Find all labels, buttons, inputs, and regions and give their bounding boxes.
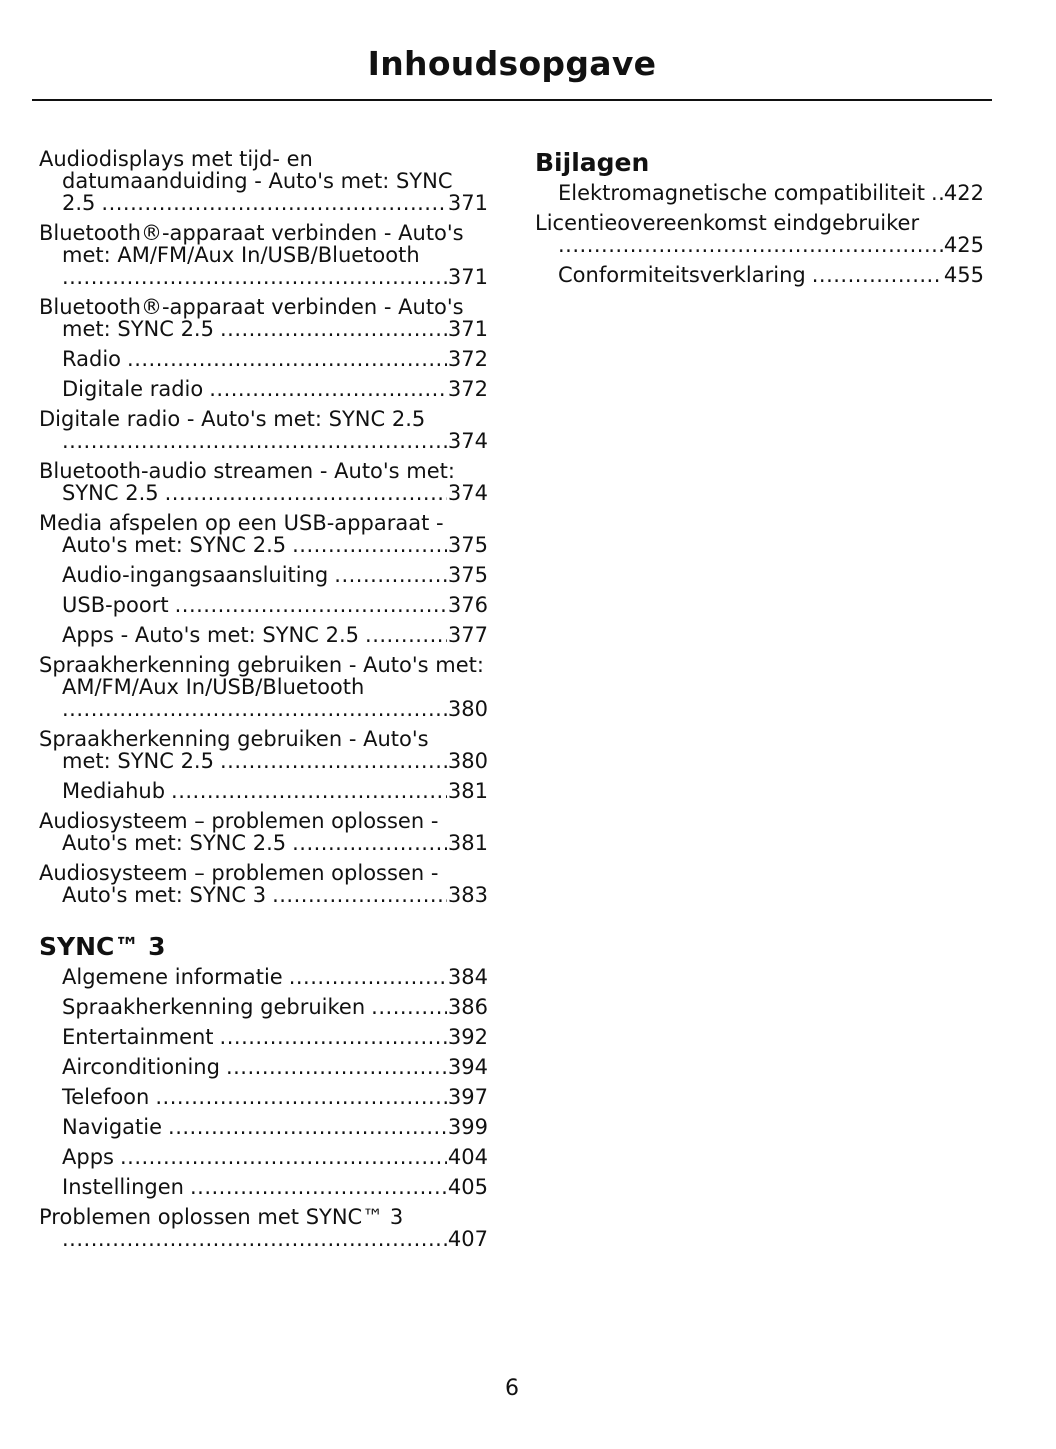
toc-entry-title: Bluetooth-audio streamen - Auto's met: <box>39 459 455 483</box>
toc-entry[interactable] <box>39 1086 488 1108</box>
toc-entry-leader-line <box>62 534 488 556</box>
toc-entry-title: Spraakherkenning gebruiken - Auto's met: AM/FM/Aux In/USB/Bluetooth <box>39 653 484 699</box>
toc-entry-title: Bluetooth®-apparaat verbinden - Auto's <box>39 295 464 319</box>
toc-entry-leader-line <box>62 192 488 214</box>
toc-entry-page-number: 372 <box>447 377 488 401</box>
toc-entry-title-tail: Mediahub <box>62 779 166 803</box>
dot-leader <box>812 264 943 286</box>
toc-entry[interactable] <box>39 296 488 340</box>
toc-entry-leader-line <box>62 1056 488 1078</box>
toc-entry-title-tail: Navigatie <box>62 1115 163 1139</box>
toc-entry-page-number: 386 <box>447 995 488 1019</box>
toc-entry-page-number: 374 <box>447 481 488 505</box>
toc-entry[interactable] <box>39 1056 488 1078</box>
toc-entry-page-number: 404 <box>447 1145 488 1169</box>
toc-entry-title-tail: Auto's met: SYNC 2.5 <box>62 533 287 557</box>
toc-entry-title-tail: Entertainment <box>62 1025 214 1049</box>
toc-entry[interactable] <box>39 1206 488 1250</box>
dot-leader <box>62 266 447 288</box>
dot-leader <box>127 348 447 370</box>
toc-entry-leader-line <box>62 1228 488 1250</box>
dot-leader <box>62 430 447 452</box>
dot-leader <box>101 192 447 214</box>
toc-entry[interactable] <box>39 780 488 802</box>
toc-entry-leader-line <box>62 1026 488 1048</box>
toc-entry-title-tail: SYNC 2.5 <box>62 481 159 505</box>
toc-entry-title-tail: Telefoon <box>62 1085 150 1109</box>
section-heading-bijlagen: Bijlagen <box>535 148 650 177</box>
dot-leader <box>220 750 447 772</box>
toc-entry[interactable] <box>39 408 488 452</box>
toc-entry-title-tail: Conformiteitsverklaring <box>558 263 806 287</box>
toc-entry-leader-line <box>62 378 488 400</box>
toc-entry-page-number: 381 <box>447 779 488 803</box>
toc-entry[interactable] <box>39 810 488 854</box>
toc-entry-page-number: 372 <box>447 347 488 371</box>
toc-entry-leader-line <box>62 482 488 504</box>
dot-leader <box>155 1086 447 1108</box>
toc-entry[interactable] <box>39 1176 488 1198</box>
toc-entry-page-number: 397 <box>447 1085 488 1109</box>
dot-leader <box>62 1228 447 1250</box>
dot-leader <box>62 698 447 720</box>
toc-entry-page-number: 383 <box>447 883 488 907</box>
toc-entry-leader-line <box>62 996 488 1018</box>
toc-entry-title-tail: USB-poort <box>62 593 169 617</box>
toc-entry-title-tail: Algemene informatie <box>62 965 283 989</box>
toc-entry[interactable] <box>39 728 488 772</box>
toc-entry-page-number: 375 <box>447 563 488 587</box>
toc-entry-title-tail: Auto's met: SYNC 2.5 <box>62 831 287 855</box>
toc-entry-leader-line <box>62 594 488 616</box>
toc-entry-title-tail: Airconditioning <box>62 1055 220 1079</box>
toc-entry-title-tail: Digitale radio <box>62 377 204 401</box>
toc-right-column <box>535 148 984 294</box>
toc-entry[interactable] <box>39 862 488 906</box>
toc-entry[interactable] <box>39 512 488 556</box>
toc-entry-title-tail: Radio <box>62 347 122 371</box>
toc-entry-page-number: 381 <box>447 831 488 855</box>
toc-sync3-list <box>39 966 488 1250</box>
dot-leader <box>334 564 447 586</box>
toc-entry-page-number: 455 <box>943 263 984 287</box>
toc-entry[interactable] <box>39 460 488 504</box>
toc-entry-page-number: 380 <box>447 697 488 721</box>
dot-leader <box>171 780 447 802</box>
toc-entry-title-tail: Apps - Auto's met: SYNC 2.5 <box>62 623 360 647</box>
toc-entry[interactable] <box>39 148 488 214</box>
toc-entry[interactable] <box>39 1116 488 1138</box>
toc-entry-title: Audiosysteem – problemen oplossen - <box>39 809 439 833</box>
toc-left-column <box>39 148 488 1258</box>
toc-entry-leader-line <box>62 698 488 720</box>
toc-entry-leader-line <box>62 624 488 646</box>
toc-entry-leader-line <box>62 266 488 288</box>
dot-leader <box>175 594 447 616</box>
toc-entry-page-number: 371 <box>447 317 488 341</box>
section-heading-sync3: SYNC™ 3 <box>39 932 166 961</box>
toc-entry-page-number: 376 <box>447 593 488 617</box>
toc-entry[interactable] <box>535 182 984 204</box>
toc-entry-page-number: 399 <box>447 1115 488 1139</box>
dot-leader <box>371 996 447 1018</box>
toc-entry[interactable] <box>39 624 488 646</box>
dot-leader <box>272 884 447 906</box>
dot-leader <box>931 182 943 204</box>
toc-entry-title: Audiosysteem – problemen oplossen - <box>39 861 439 885</box>
page-title: Inhoudsopgave <box>367 44 657 83</box>
toc-entry[interactable] <box>39 996 488 1018</box>
dot-leader <box>168 1116 447 1138</box>
page-number: 6 <box>505 1376 519 1401</box>
toc-appendix-list <box>535 182 984 286</box>
toc-entry-title-tail: Apps <box>62 1145 114 1169</box>
toc-entry-leader-line <box>62 966 488 988</box>
dot-leader <box>165 482 447 504</box>
toc-entry-page-number: 371 <box>447 265 488 289</box>
toc-entry-page-number: 371 <box>447 191 488 215</box>
toc-entry[interactable] <box>535 264 984 286</box>
dot-leader <box>220 318 447 340</box>
toc-entry-page-number: 384 <box>447 965 488 989</box>
toc-entry[interactable] <box>535 212 984 256</box>
toc-entry[interactable] <box>39 1026 488 1048</box>
toc-entry-page-number: 405 <box>447 1175 488 1199</box>
toc-entry[interactable] <box>39 378 488 400</box>
toc-entry[interactable] <box>39 222 488 288</box>
toc-audio-list <box>39 148 488 906</box>
toc-entry-page-number: 380 <box>447 749 488 773</box>
toc-entry-title: Digitale radio - Auto's met: SYNC 2.5 <box>39 407 426 431</box>
dot-leader <box>120 1146 447 1168</box>
dot-leader <box>190 1176 447 1198</box>
dot-leader <box>365 624 447 646</box>
dot-leader <box>209 378 447 400</box>
toc-entry-title-tail: Audio-ingangsaansluiting <box>62 563 329 587</box>
dot-leader <box>226 1056 447 1078</box>
toc-entry-title-tail: Elektromagnetische compatibiliteit <box>558 181 925 205</box>
toc-entry-leader-line <box>62 1086 488 1108</box>
toc-entry-leader-line <box>62 318 488 340</box>
dot-leader <box>220 1026 447 1048</box>
toc-entry-page-number: 422 <box>943 181 984 205</box>
toc-entry-title-tail: Auto's met: SYNC 3 <box>62 883 267 907</box>
toc-entry-title-tail: Instellingen <box>62 1175 184 1199</box>
toc-entry-title: Spraakherkenning gebruiken - Auto's <box>39 727 429 751</box>
toc-entry[interactable] <box>39 348 488 370</box>
dot-leader <box>289 966 447 988</box>
toc-entry-title: Audiodisplays met tijd- en datumaanduiding - Auto's met: SYNC <box>39 147 453 193</box>
toc-entry[interactable] <box>39 594 488 616</box>
title-divider <box>32 99 992 101</box>
toc-entry-title: Licentieovereenkomst eindgebruiker <box>535 211 920 235</box>
toc-entry-leader-line <box>62 832 488 854</box>
toc-entry-title: Problemen oplossen met SYNC™ 3 <box>39 1205 404 1229</box>
toc-entry-page-number: 407 <box>447 1227 488 1251</box>
toc-entry[interactable] <box>39 1146 488 1168</box>
toc-entry-leader-line <box>62 1176 488 1198</box>
toc-entry-leader-line <box>62 1146 488 1168</box>
dot-leader <box>292 832 447 854</box>
toc-entry-leader-line <box>62 884 488 906</box>
toc-entry-leader-line <box>558 182 984 204</box>
toc-entry[interactable] <box>39 564 488 586</box>
dot-leader <box>292 534 447 556</box>
toc-entry-leader-line <box>62 750 488 772</box>
toc-entry-page-number: 392 <box>447 1025 488 1049</box>
toc-entry-title-tail: met: SYNC 2.5 <box>62 749 214 773</box>
toc-entry[interactable] <box>39 654 488 720</box>
toc-entry-title: Bluetooth®-apparaat verbinden - Auto's met: AM/FM/Aux In/USB/Bluetooth <box>39 221 464 267</box>
toc-entry-leader-line <box>62 564 488 586</box>
toc-entry-leader-line <box>62 1116 488 1138</box>
toc-entry-title-tail: 2.5 <box>62 191 96 215</box>
toc-entry-title: Media afspelen op een USB-apparaat - <box>39 511 444 535</box>
toc-entry-leader-line <box>62 780 488 802</box>
toc-entry-page-number: 425 <box>943 233 984 257</box>
toc-entry-page-number: 394 <box>447 1055 488 1079</box>
toc-entry-page-number: 377 <box>447 623 488 647</box>
toc-entry-leader-line <box>62 348 488 370</box>
toc-entry-title-tail: Spraakherkenning gebruiken <box>62 995 366 1019</box>
toc-entry-page-number: 374 <box>447 429 488 453</box>
toc-entry-page-number: 375 <box>447 533 488 557</box>
dot-leader <box>558 234 943 256</box>
toc-entry-title-tail: met: SYNC 2.5 <box>62 317 214 341</box>
toc-entry-leader-line <box>62 430 488 452</box>
toc-entry-leader-line <box>558 264 984 286</box>
toc-entry-leader-line <box>558 234 984 256</box>
toc-entry[interactable] <box>39 966 488 988</box>
